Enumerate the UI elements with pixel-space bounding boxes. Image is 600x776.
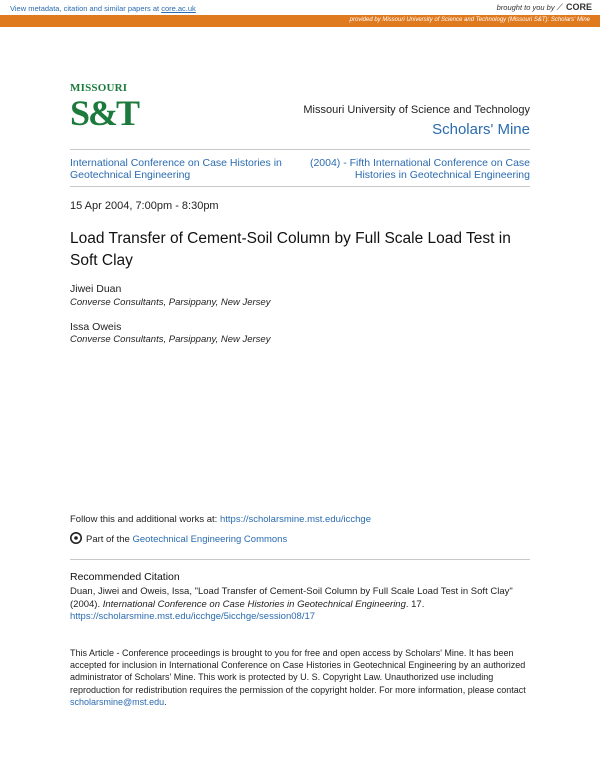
core-metadata-note bbox=[10, 4, 196, 13]
repository-link[interactable]: Scholars' Mine bbox=[432, 121, 530, 138]
author-affiliation: Converse Consultants, Parsippany, New Jersey bbox=[70, 297, 271, 308]
core-header bbox=[0, 0, 600, 15]
divider-conference bbox=[70, 186, 530, 187]
citation-line: Duan, Jiwei and Oweis, Issa, "Load Transfer of Cement-Soil Column by Full Scale Load Test in Soft Clay" bbox=[70, 586, 513, 597]
open-access-icon bbox=[70, 532, 82, 544]
part-of-text: Part of the bbox=[86, 534, 133, 545]
access-notice bbox=[70, 647, 535, 708]
recommended-citation-heading: Recommended Citation bbox=[70, 571, 180, 583]
conference-edition-link[interactable]: (2004) - Fifth International Conference on Case Histories in Geotechnical Engineering bbox=[309, 157, 530, 181]
commons-link[interactable]: Geotechnical Engineering Commons bbox=[132, 534, 288, 545]
notice-end: . bbox=[164, 696, 167, 707]
core-provider-text[interactable]: provided by Missouri University of Science and Technology (Missouri S&T): Scholars' Mine bbox=[349, 17, 590, 23]
core-logo-icon: ⟋ bbox=[556, 2, 563, 12]
core-brand[interactable] bbox=[497, 2, 592, 13]
divider-top bbox=[70, 149, 530, 150]
logo-mark: S&T bbox=[70, 93, 139, 133]
event-date: 15 Apr 2004, 7:00pm - 8:30pm bbox=[70, 200, 219, 212]
contact-email-link[interactable]: scholarsmine@mst.edu bbox=[70, 696, 165, 707]
core-link[interactable]: core.ac.uk bbox=[161, 4, 196, 13]
paper-title: Load Transfer of Cement-Soil Column by Full Scale Load Test in Soft Clay bbox=[70, 230, 511, 269]
follow-text: Follow this and additional works at: bbox=[70, 514, 220, 525]
part-of-line bbox=[70, 532, 287, 545]
institution-name: Missouri University of Science and Technology bbox=[303, 104, 530, 116]
core-logo: CORE bbox=[565, 2, 592, 12]
conference-series-link[interactable]: International Conference on Case Histories in Geotechnical Engineering bbox=[70, 157, 282, 181]
author-name: Issa Oweis bbox=[70, 321, 122, 333]
notice-text: This Article - Conference proceedings is brought to you for free and open access by Scholars' Mine. It has been accepted for inclusion in International Conference on Case Histories in Geotechnical Engineering by an authorized administrator of Scholars' Mine. This work is protected by U. S. Copyright Law. Unauthorized use including reproduction for redistribution requires the permission of the copyright holder. For more information, please contact bbox=[70, 648, 526, 695]
collection-link[interactable]: https://scholarsmine.mst.edu/icchge bbox=[219, 514, 371, 525]
citation-year: (2004). bbox=[70, 598, 103, 610]
logo-word: MISSOURI bbox=[70, 82, 128, 94]
core-metadata-text: View metadata, citation and similar papers at bbox=[10, 4, 162, 13]
author-name: Jiwei Duan bbox=[70, 283, 122, 295]
citation-link[interactable]: https://scholarsmine.mst.edu/icchge/5icchge/session08/17 bbox=[70, 611, 316, 622]
divider-citation bbox=[70, 559, 530, 560]
recommended-citation bbox=[70, 586, 532, 624]
author-affiliation: Converse Consultants, Parsippany, New Jersey bbox=[70, 334, 271, 345]
citation-venue: International Conference on Case Histories in Geotechnical Engineering bbox=[102, 598, 406, 610]
core-provider-bar bbox=[0, 15, 600, 27]
citation-number: . 17. bbox=[405, 598, 425, 610]
follow-line bbox=[70, 514, 371, 525]
missouri-st-logo bbox=[70, 82, 140, 140]
brought-to-you-text: brought to you by bbox=[496, 3, 555, 12]
